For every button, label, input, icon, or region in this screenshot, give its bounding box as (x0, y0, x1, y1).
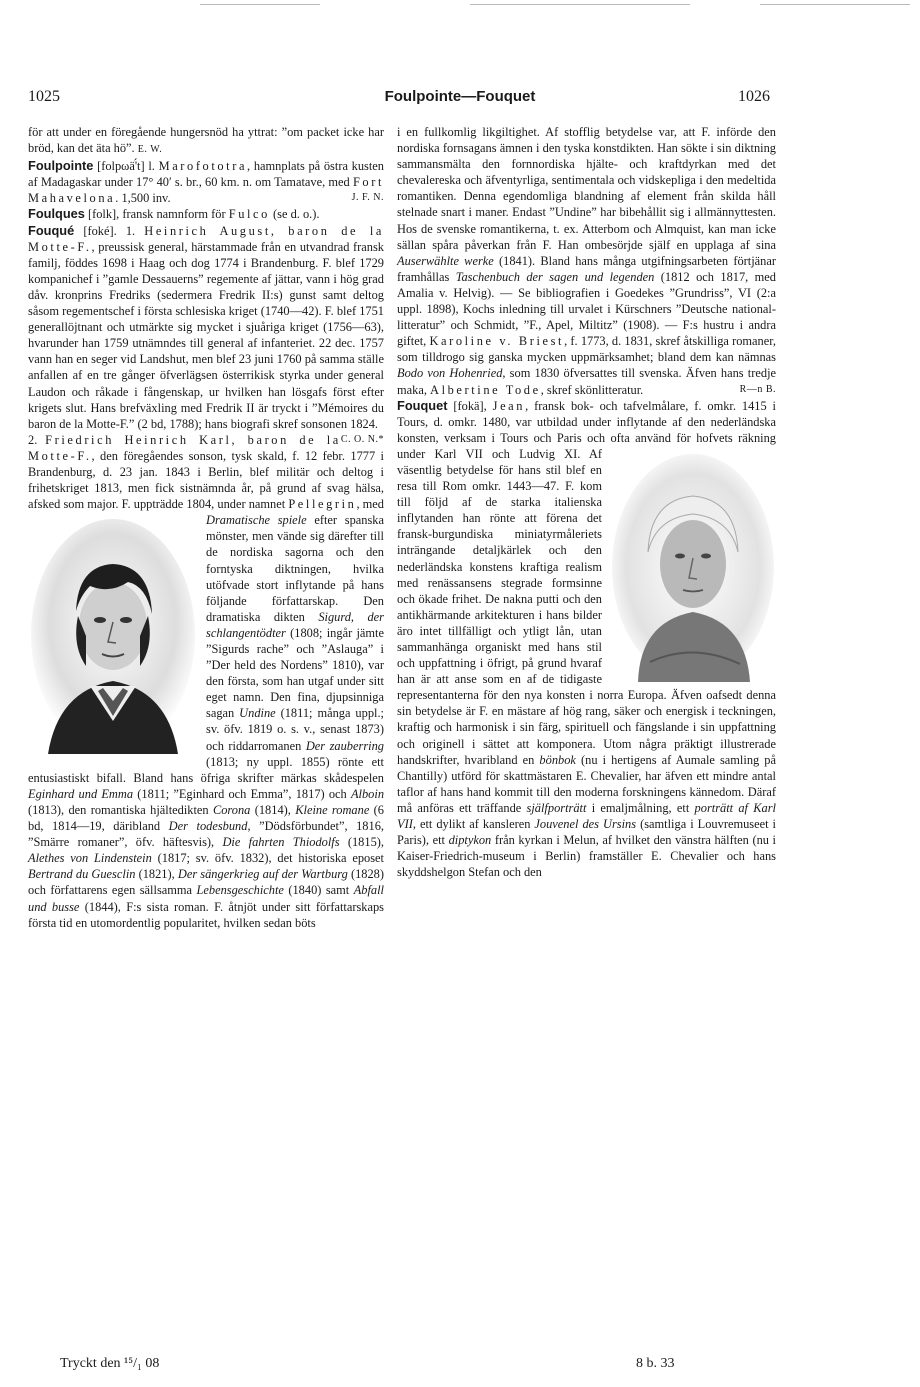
entry-fouquet: Fouquet [fokä], Jean, fransk bok- och tafvelmålare, f. omkr. 1415 i Tours, d. omkr. 1480, var utbildad under inflytande af den nederländska konsten, verksam i Tours och Paris och ofta använd för hofvets räkning under Karl VII och Ludvig XI. Af väsentlig betydelse för hans stil blef en resa till Rom omkr. 1443—47. F. kom till följd af de starka italienska inflytanden han rönte att förena det fransk-burgundiska miniatyrmåleriets inträngande detaljkärlek och den nederländska konstens kraftiga realism med renässansens stegrade formsinne och ökade frihet. De nakna putti och den antikhärmande arkitekturen i hans bilder äro intet tillfälligt och ytligt lån, utan sammanhänga organiskt med hans stil och uppfattning i öfrigt, på grund hvaraf han är att anse som en af de tidigaste representanterna för den nya konsten i norra Europa. Äfven oafsedt denna sin betydelse är F. en mästare af hög rang, säker och energisk i teckningen, kraftig och harmonisk i sin färg, spirituell och fängslande i sin uppfattning och originell i sättet att komponera. Utom några präktigt illustrerade handskrifter, hvaribland en bönbok (nu i hertigens af Aumale samling på Chantilly) utförd för skattmästaren E. Chevalier, har äfven ett mindre antal taflor af hans hand kommit till den moderna forskningens kännedom. Däraf må anföras ett träffande själfporträtt i emaljmålning, ett porträtt af Karl VII, ett dylikt af kansleren Jouvenel des Ursins (samtliga i Louvremuseet i Paris), ett diptykon från kyrkan i Melun, af hvilket den vänstra hälften (nu i Kaiser-Friedrich-museum i Berlin) framställer E. Chevalier och hans skyddshelgon Stefan och den (397, 397, 776, 880)
scan-mark (760, 4, 910, 5)
page-number-right: 1026 (738, 88, 770, 105)
scan-mark (470, 4, 690, 5)
headword: Fouquet (397, 397, 448, 413)
portrait-fouquet-drawing (610, 452, 776, 682)
headword: Foulpointe (28, 158, 94, 174)
column-right (397, 124, 776, 880)
signature-mark: 8 b. 33 (636, 1356, 675, 1371)
pseudonym: Pellegrin (288, 497, 357, 512)
running-title: Foulpointe—Fouquet (384, 88, 536, 105)
entry-continuation: för att under en föregående hungersnöd ha yttrat: ”om packet icke har bröd, kan det äta hö”. E. W. (28, 125, 384, 156)
entry-fouque-continuation: i en fullkomlig likgiltighet. Af stofflig betydelse var, att F. införde den nordiska fornsagans ämnen i den tyska konstdikten. Han sökte i sin diktning sammansmälta den fornnordiska hjälte- och kraftdyrkan med det chevalereska och äfventyrliga, sentimentala och vidskepliga i den medeltida romantiken. Denna egendomliga blandning af element från skilda håll stelnade snart i maner. Endast ”Undine” har bibehållit sig i allmännyttesten. Hos de svenske romantikerna, t. ex. Atterbom och Almquist, kan man icke sällan spåra påverkan från F. Han ombesörjde själf en upplaga af sina Auserwählte werke (1841). Bland hans många utgifningsarbeten förtjänar framhållas Taschenbuch der sagen und legenden (1812 och 1817, med Amalia v. Helvig). — Se bibliografien i Goedekes ”Grundriss”, VI (2:a uppl. 1898), Kochs inledning till urvalet i Kürschners ”Deutsche national-litteratur” och Schmidt, ”F., Apel, Miltitz” (1908). — F:s hustru i andra giftet, Karoline v. Briest, f. 1773, d. 1831, skref åtskilliga romaner, som tilldrogo sig ganska mycken uppmärksamhet; bland dem kan nämnas Bodo von Hohenried, som 1830 öfversattes till svenska. Äfven hans tredje maka, Albertine Tode, skref skönlitteratur. R—n B. (397, 125, 777, 397)
headword: Foulques (28, 206, 85, 222)
column-left (28, 124, 384, 931)
page-header (0, 88, 920, 112)
entry-fouque-2: 2. Friedrich Heinrich Karl, baron de la Motte-F., den föregåendes sonson, tysk skald, f. 12 febr. 1777 i Brandenburg, d. 23 jan. 1843 i Berlin, blef militär och deltog i frihetskriget 1813, men fick sistnämnda år, på grund af svag hälsa, afsked som major. F. uppträdde 1804, under namnet Pellegrin, med Dramatische spiele efter spanska mönster, men vände sig därefter till de nordiska sagorna och den forntyska diktningen, hvilka utöfvade stort inflytande på hans följande författarskap. Den dramatiska dikten Sigurd, der schlangentödter (1808; ingår jämte ”Sigurds rache” och ”Aslauga” i ”Der held des Nordens” 1810), var den första, som han utgaf under sitt eget namn. Den fina, djupsinniga sagan Undine (1811; många uppl.; sv. öfv. 1819 o. s. v., senast 1873) och riddarromanen Der zauberring (1813; ny uppl. 1855) rönte ett entusiastiskt bifall. Bland hans öfriga skrifter märkas skådespelen Eginhard und Emma (1811; ”Eginhard och Emma”, 1817) och Alboin (1813), den romantiska hjältedikten Corona (1814), Kleine romane (6 bd, 1814—19, däribland Der todesbund, ”Dödsförbundet”, 1816, ”Smärre romaner”, öfv. häftesvis), Die fahrten Thiodolfs (1815), Alethes von Lindenstein (1817; sv. öfv. 1832), det historiska eposet Bertrand du Guesclin (1821), Der sängerkrieg auf der Wartburg (1828) och författarens egen sällsamma Lebensgeschichte (1840) samt Abfall und busse (1844), F:s sista roman. F. åtnjöt under sitt författarskaps första tid en utomordentlig popularitet, hvilken sedan böts (28, 432, 385, 930)
page-number-left: 1025 (28, 88, 60, 105)
portrait-fouquet-icon (610, 452, 776, 682)
portrait-fouque-icon (28, 516, 198, 754)
print-date: Tryckt den ¹⁵/₁ 08 (60, 1356, 160, 1371)
entry-foulques: Foulques [folk], fransk namnform för Fulco (se d. o.). (28, 206, 320, 222)
entry-fouque: Fouqué [foké]. 1. Heinrich August, baron de la Motte-F., preussisk general, härstammade från en utvandrad fransk familj, föddes 1698 i Haag och dog 1774 i Brandenburg. F. blef 1729 kompanichef i ”gamle Dessauerns” regemente af jättar, vann i hög grad dåv. kronprins Fredriks (sedermera Fredrik II:s) gunst samt deltog såsom regementschef i första schlesiska kriget (1740—42). F. blef 1751 generallöjtnant och utmärkte sig mycket i sjuåriga kriget (1756—63), hvarunder han 1759 utnämndes till general af infanteriet. 22 dec. 1757 vann han en seger vid Landshut, men blef 23 juni 1760 på samma ställe anfallen af en tre gånger öfverlägsen österrikisk styrka under general Laudon och råkade i fångenskap, ur hvilken han lösgafs först efter krigets slut. Hans brefväxling med Fredrik II är tryckt i ”Mémoires du baron de la Motte-F.” (2 bd, 1788); hans biografi skref sonsonen 1824. C. O. N.* (28, 222, 384, 445)
headword: Fouqué (28, 222, 75, 238)
portrait-fouque-drawing (28, 516, 198, 754)
entry-foulpointe: Foulpointe [folpωä'́t] l. Marofototra, hamnplats på östra kusten af Madagaskar under 17° 40′ s. br., 60 km. n. om Tamatave, med Fort Mahavelona. 1,500 inv. J. F. N. (28, 158, 384, 206)
scan-mark (200, 4, 320, 5)
